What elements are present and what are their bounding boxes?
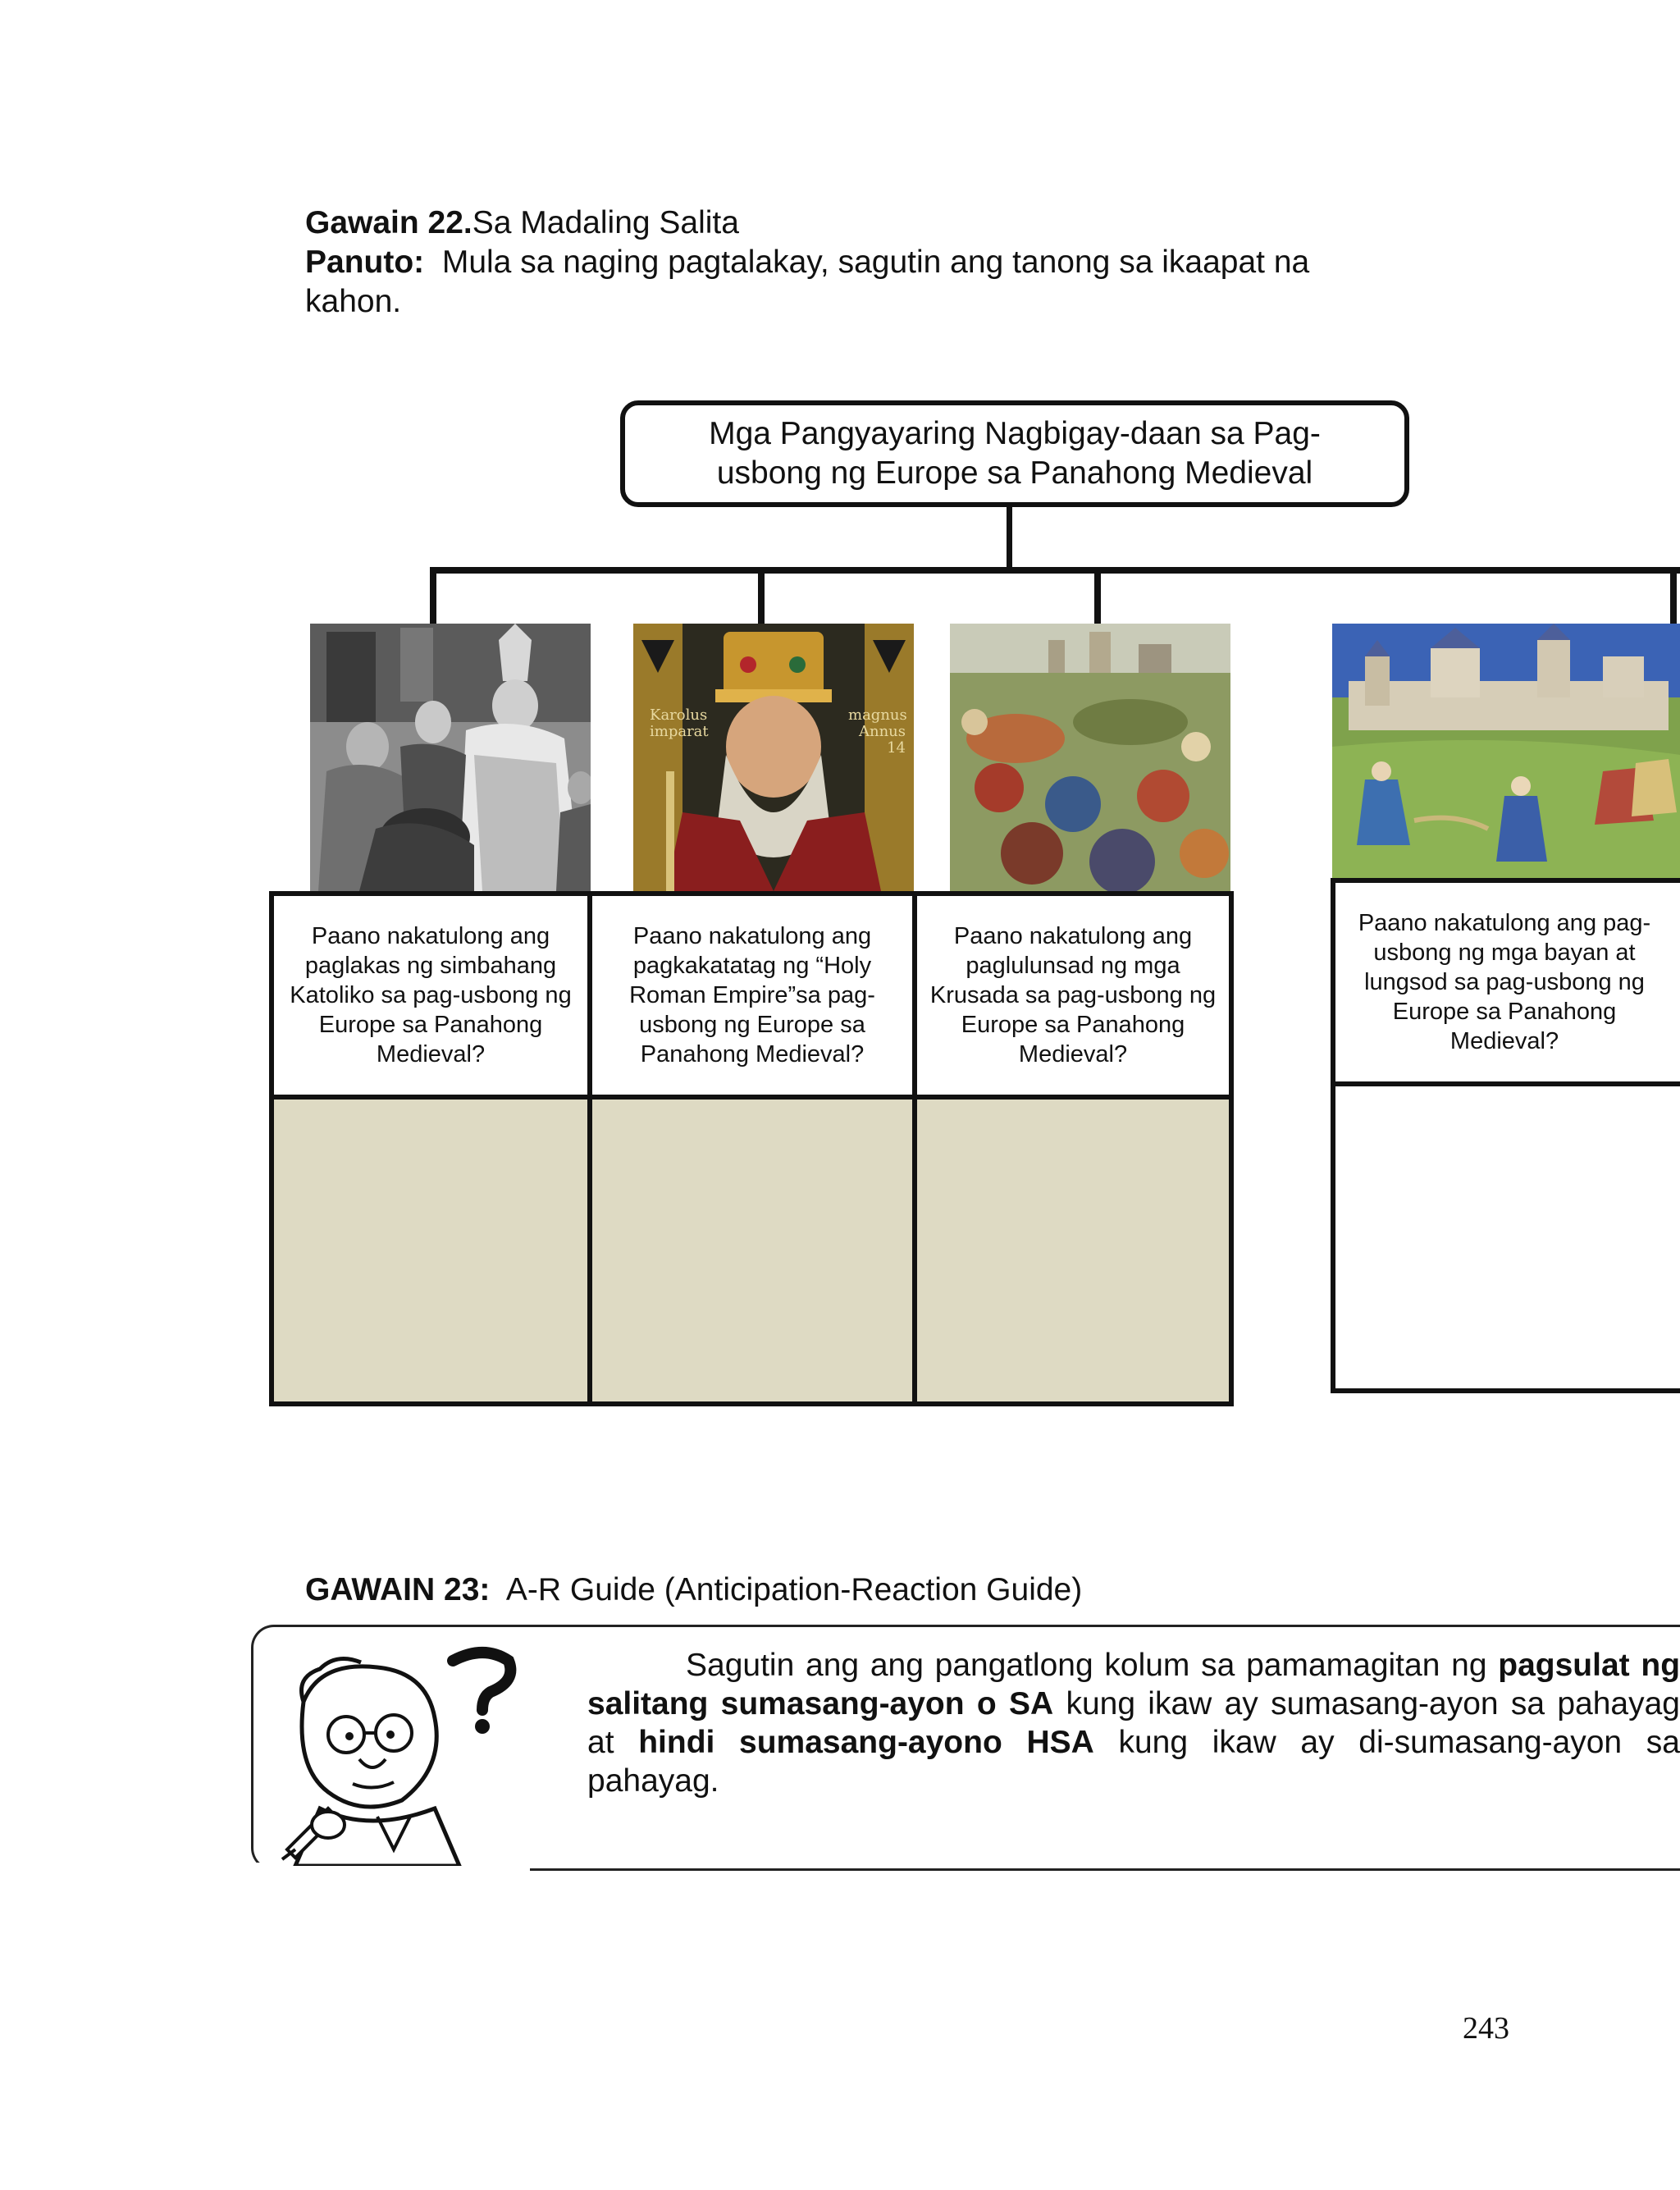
gawain23-heading xyxy=(305,1570,1396,1610)
gawain23-label: GAWAIN 23: xyxy=(305,1572,491,1607)
gawain22-title: Sa Madaling Salita xyxy=(472,205,739,240)
question-text-1: Paano nakatulong ang paglakas ng simbahang Katoliko sa pag-usbong ng Europe sa Panahong Medieval? xyxy=(290,923,572,1068)
question-cell-4 xyxy=(1331,878,1680,1086)
diagram-root-box xyxy=(620,400,1409,507)
instruction-bold-1: pagsulat ng salitang sumasang-ayon o SA xyxy=(587,1648,1680,1721)
charlemagne-portrait-image xyxy=(633,624,914,891)
branch-line-1 xyxy=(430,567,436,624)
horizontal-branch-line xyxy=(430,567,1680,574)
question-cell-1 xyxy=(269,891,592,1100)
portrait-lettering-left: Karolus imparat xyxy=(650,706,709,740)
medieval-town-harvest-painting-image xyxy=(1332,624,1680,878)
answer-cell-1[interactable] xyxy=(269,1095,592,1406)
root-connector-line xyxy=(1007,507,1012,571)
question-text-4: Paano nakatulong ang pag-usbong ng mga bayan at lungsod sa pag-usbong ng Europe sa Panahong Medieval? xyxy=(1358,910,1651,1054)
gawain23-title: A-R Guide (Anticipation-Reaction Guide) xyxy=(505,1572,1083,1607)
instruction-text xyxy=(587,1646,1680,1800)
gawain22-label: Gawain 22. xyxy=(305,205,472,240)
pope-and-bishops-engraving-image xyxy=(310,624,591,891)
question-cell-3 xyxy=(912,891,1234,1100)
gawain22-heading xyxy=(305,203,1396,322)
instruction-part-1: Sagutin ang ang pangatlong kolum sa pamamagitan ng xyxy=(686,1648,1487,1683)
page-number: 243 xyxy=(1463,2011,1509,2046)
branch-line-3 xyxy=(1094,567,1101,624)
branch-line-4 xyxy=(1670,567,1677,624)
branch-line-2 xyxy=(758,567,765,624)
diagram-root-text: Mga Pangyayaring Nagbigay-daan sa Pag-usbong ng Europe sa Panahong Medieval xyxy=(709,416,1321,491)
answer-cell-4[interactable] xyxy=(1331,1081,1680,1393)
portrait-lettering-right: magnus Annus 14 xyxy=(848,706,907,757)
panuto-label: Panuto: xyxy=(305,245,425,280)
instruction-part-3: kung ikaw ay di-sumasang-ayon sa pahayag. xyxy=(587,1725,1680,1799)
question-text-2: Paano nakatulong ang pagkakatatag ng “Holy Roman Empire”sa pag-usbong ng Europe sa Panahong Medieval? xyxy=(629,923,875,1068)
answer-cell-2[interactable] xyxy=(587,1095,917,1406)
question-text-3: Paano nakatulong ang paglulunsad ng mga Krusada sa pag-usbong ng Europe sa Panahong Medieval? xyxy=(929,923,1217,1068)
thinking-man-cartoon-icon xyxy=(271,1644,533,1866)
instruction-part-2: kung ikaw ay sumasang-ayon sa pahayag at xyxy=(587,1686,1680,1760)
crusades-battle-painting-image xyxy=(950,624,1230,891)
instruction-bold-2: hindi sumasang-ayono HSA xyxy=(638,1725,1094,1760)
panuto-text: Mula sa naging pagtalakay, sagutin ang tanong sa ikaapat na kahon. xyxy=(305,245,1310,319)
answer-cell-3[interactable] xyxy=(912,1095,1234,1406)
question-cell-2 xyxy=(587,891,917,1100)
